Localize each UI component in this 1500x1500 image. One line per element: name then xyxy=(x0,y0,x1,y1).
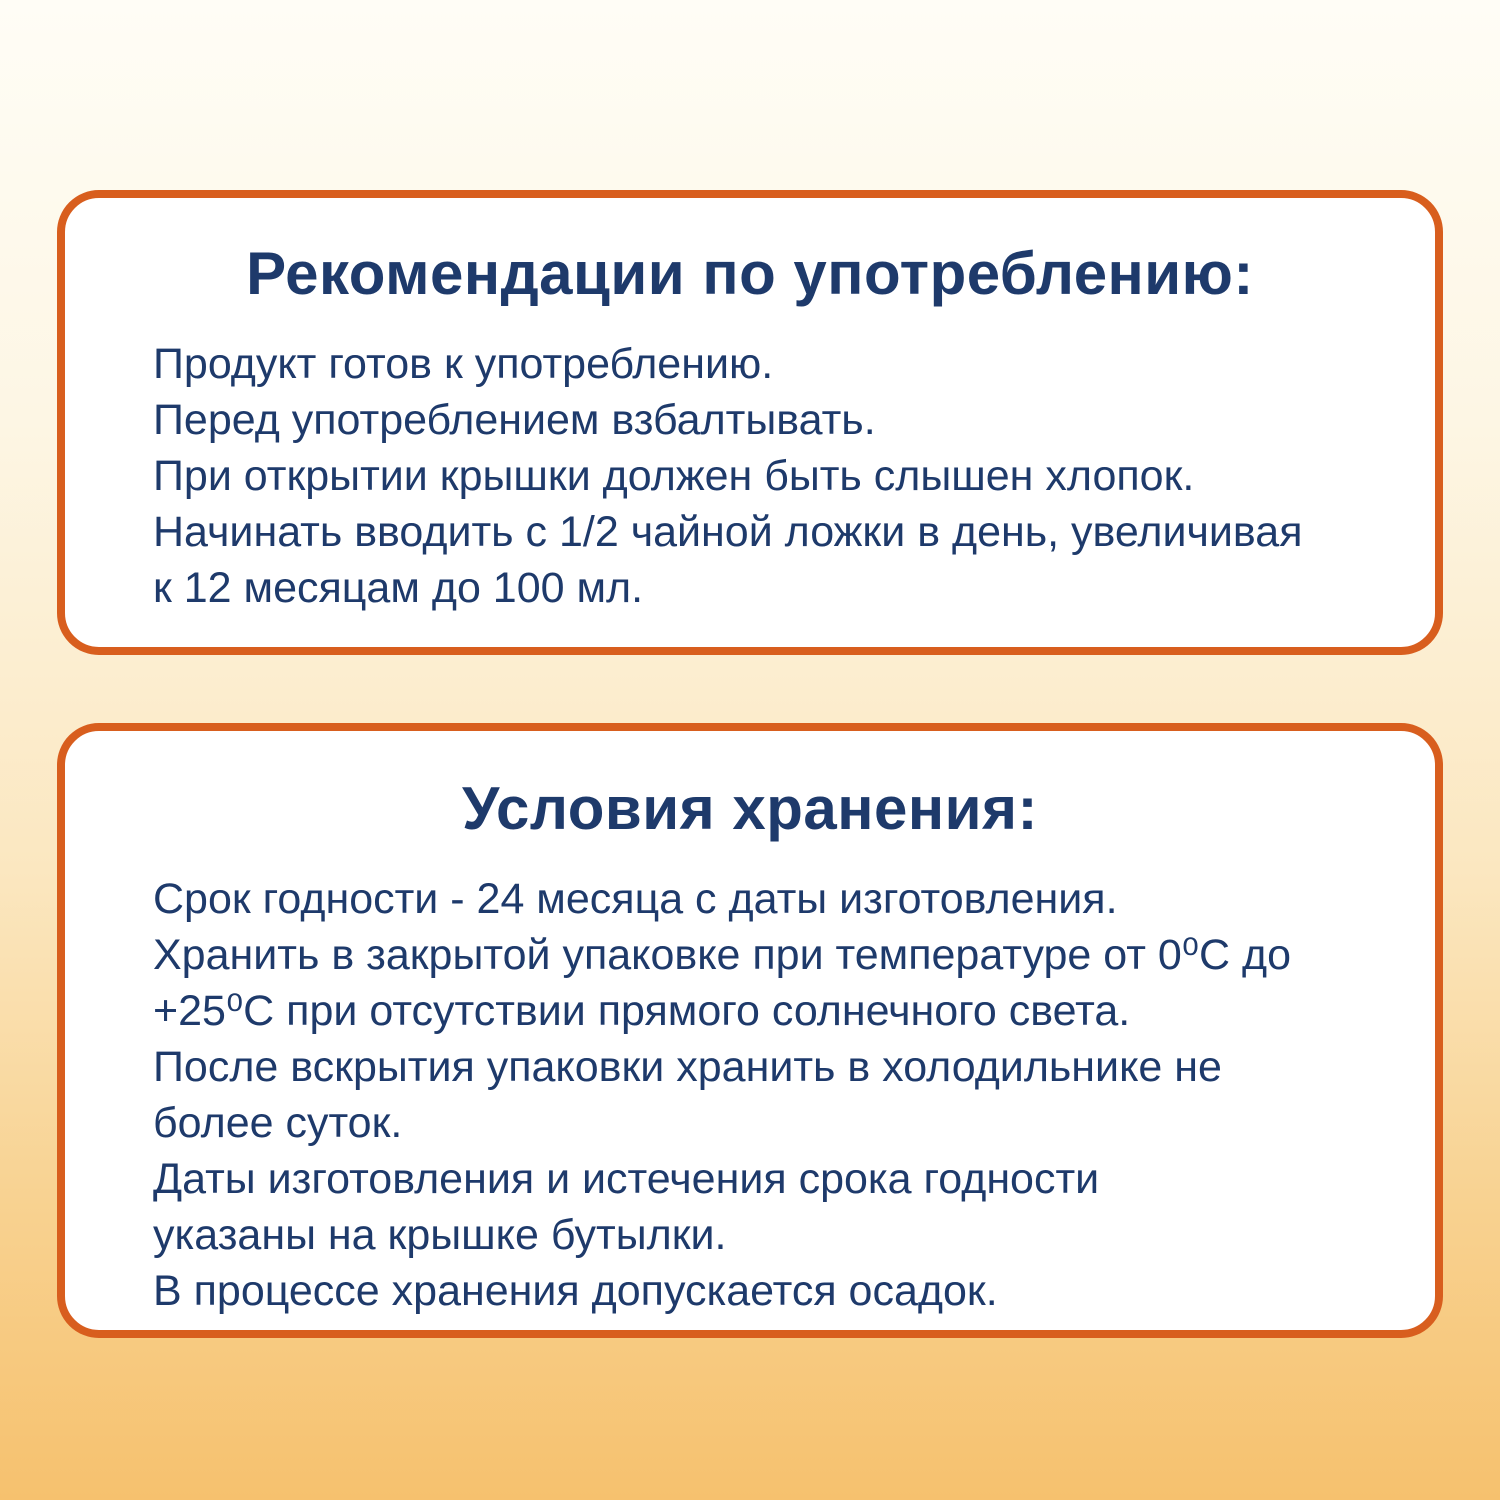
storage-conditions-title: Условия хранения: xyxy=(462,775,1038,842)
storage-text-line: Даты изготовления и истечения срока годности xyxy=(153,1155,1100,1203)
usage-recommendations-title: Рекомендации по употреблению: xyxy=(246,240,1254,307)
usage-recommendations-body xyxy=(153,336,1347,616)
storage-conditions-body xyxy=(153,871,1347,1319)
usage-text-line: Продукт готов к употреблению. xyxy=(153,340,774,388)
storage-conditions-card xyxy=(57,723,1443,1338)
storage-text-line: +25⁰С при отсутствии прямого солнечного света. xyxy=(153,987,1131,1035)
storage-text-line: Хранить в закрытой упаковке при температуре от 0⁰С до xyxy=(153,931,1292,979)
usage-text-line: Начинать вводить с 1/2 чайной ложки в день, увеличивая xyxy=(153,508,1303,556)
usage-text-line: Перед употреблением взбалтывать. xyxy=(153,396,876,444)
storage-text-line: После вскрытия упаковки хранить в холодильнике не xyxy=(153,1043,1222,1091)
storage-text-line: Срок годности - 24 месяца с даты изготовления. xyxy=(153,875,1118,923)
storage-text-line: В процессе хранения допускается осадок. xyxy=(153,1267,998,1315)
storage-text-line: указаны на крышке бутылки. xyxy=(153,1211,727,1259)
usage-recommendations-card xyxy=(57,190,1443,655)
storage-text-line: более суток. xyxy=(153,1099,403,1147)
usage-text-line: При открытии крышки должен быть слышен хлопок. xyxy=(153,452,1195,500)
usage-text-line: к 12 месяцам до 100 мл. xyxy=(153,564,644,612)
